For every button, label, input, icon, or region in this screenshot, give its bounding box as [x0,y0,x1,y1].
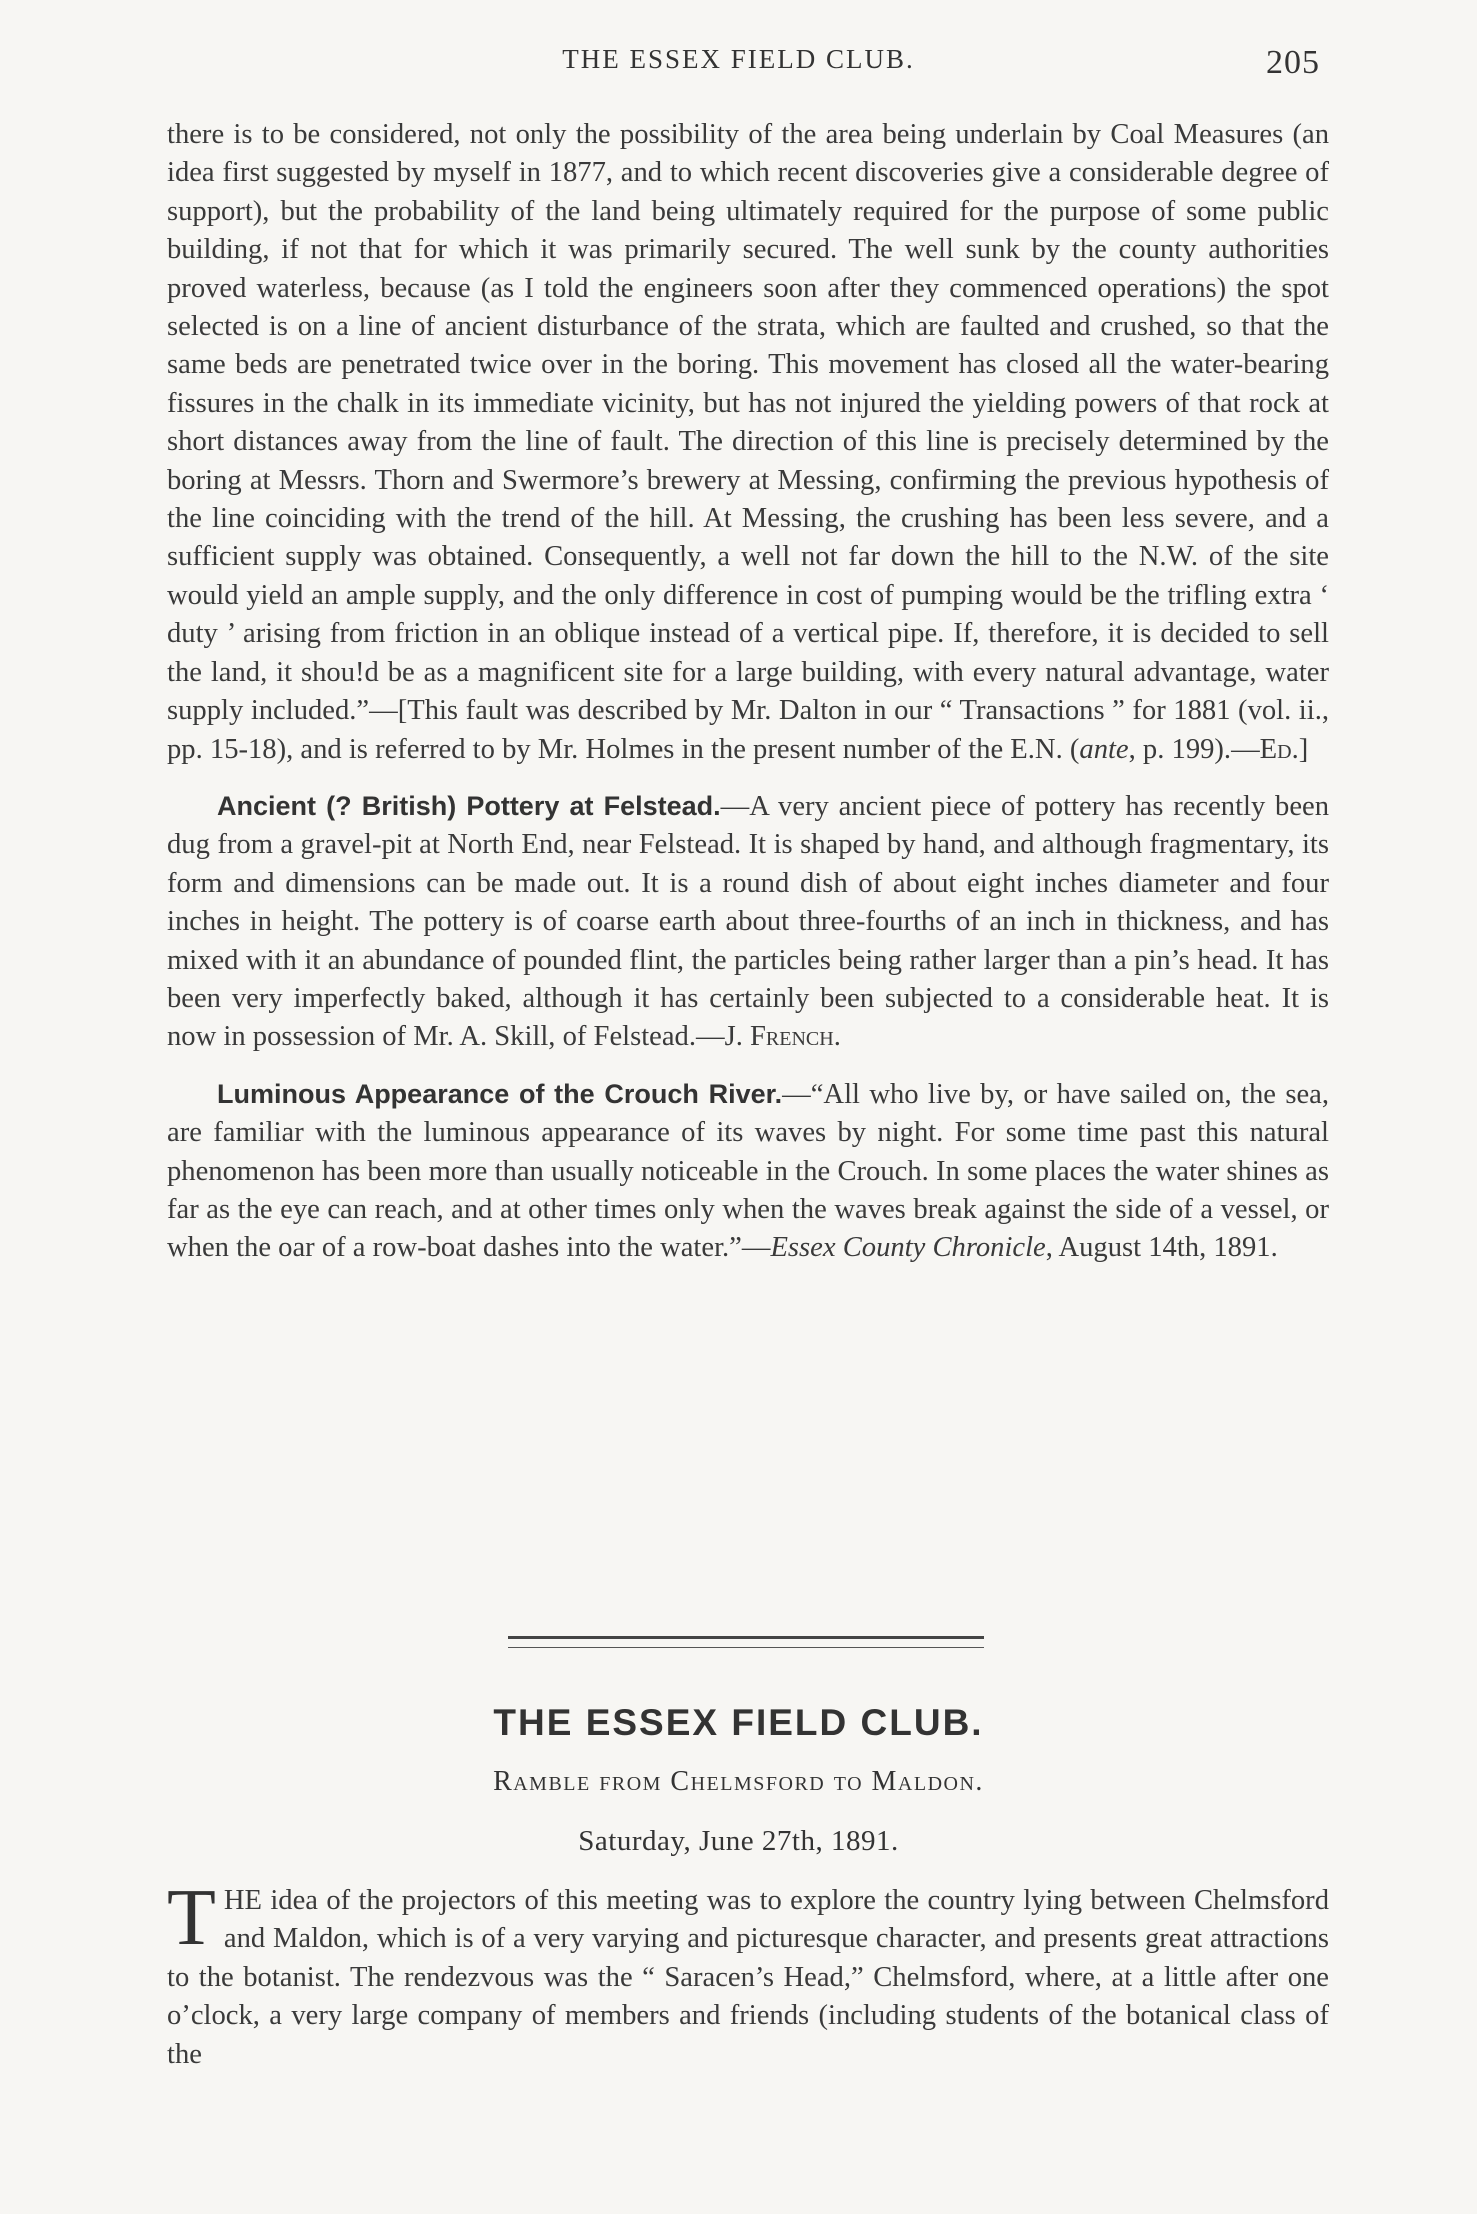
pottery-author: J. French. [724,1021,841,1053]
meeting-text: HE idea of the projectors of this meeting was to explore the country lying between Chelmsford and Maldon, which is of a very varying and picturesque character, and presents great attractions to the botanist. The rendezvous was the “ Saracen’s Head,” Chelmsford, where, at a little after one o’clock, a very large company of members and friends (including students of the botanical class of the [167,1885,1329,2070]
luminous-date: , August 14th, 1891. [1045,1232,1278,1264]
drop-cap: T [167,1874,216,1962]
ramble-title: Ramble from Chelmsford to Maldon. [493,1766,984,1797]
editor-mark: Ed. [1259,733,1299,765]
luminous-text: —“All who live by, or have sailed on, the sea, are familiar with the luminous appearance of its waves by night. For some time past this natural phenomenon has been more than usually noticeable in the Crouch. In some places the water shines as far as the eye can reach, and at other times only when the waves break against the side of a vessel, or when the oar of a row-boat dashes into the water.”— [167,1078,1329,1264]
luminous-paragraph [167,1075,1329,1268]
luminous-heading: Luminous Appearance of the Crouch River. [217,1078,783,1109]
continuation-text: there is to be considered, not only the possibility of the area being underlain by Coal Measures (an idea first suggested by myself in 1877, and to which recent discoveries give a considerable degree of support), but the probability of the land being ultimately required for the purpose of some public building, if not that for which it was primarily secured. The well sunk by the county authorities proved waterless, because (as I told the engineers soon after they commenced operations) the spot selected is on a line of ancient disturbance of the strata, which are faulted and crushed, so that the same beds are penetrated twice over in the boring. This movement has closed all the water-bearing fissures in the chalk in its immediate vicinity, but has not injured the yielding powers of that rock at short distances away from the line of fault. The direction of this line is precisely determined by the boring at Messrs. Thorn and Swermore’s brewery at Messing, confirming the previous hypothesis of the line coinciding with the trend of the hill. At Messing, the crushing has been less severe, and a sufficient supply was obtained. Consequently, a well not far down the hill to the N.W. of the site would yield an ample supply, and the only difference in cost of pumping would be the trifling extra ‘ duty ’ arising from friction in an oblique instead of a vertical pipe. If, therefore, it is decided to sell the land, it shou!d be as a magnificent site for a large building, with every natural advantage, water supply included.”—[This fault was described by Mr. Dalton in our “ Transactions ” for 1881 (vol. ii., pp. 15-18), and is referred to by Mr. Holmes in the present number of the E.N. ( [167,119,1329,765]
pottery-heading: Ancient (? British) Pottery at Felstead. [217,790,721,821]
pottery-paragraph [167,787,1329,1057]
newspaper-source: Essex County Chronicle [770,1232,1046,1264]
section-divider [508,1636,984,1648]
closing-bracket: ] [1298,733,1309,765]
page-number: 205 [1266,44,1320,81]
meeting-paragraph [167,1874,1329,2074]
meeting-date: Saturday, June 27th, 1891. [578,1825,899,1857]
pottery-text: —A very ancient piece of pottery has recently been dug from a gravel-pit at North End, near Felstead. It is shaped by hand, and although fragmentary, its form and dimensions can be made out. It is a round dish of about eight inches diameter and four inches in height. The pottery is of coarse earth about three-fourths of an inch in thickness, and has mixed with it an abundance of pounded flint, the particles being rather larger than a pin’s head. It has been very imperfectly baked, although it has certainly been subjected to a considerable heat. It is now in possession of Mr. A. Skill, of Felstead.— [167,790,1330,1053]
running-head: THE ESSEX FIELD CLUB. [562,44,915,74]
ante-reference: ante [1079,733,1129,765]
body-text [167,116,1329,1268]
club-title: THE ESSEX FIELD CLUB. [493,1702,984,1743]
continuation-page: , p. 199).— [1128,733,1260,765]
continuation-paragraph [167,116,1329,769]
